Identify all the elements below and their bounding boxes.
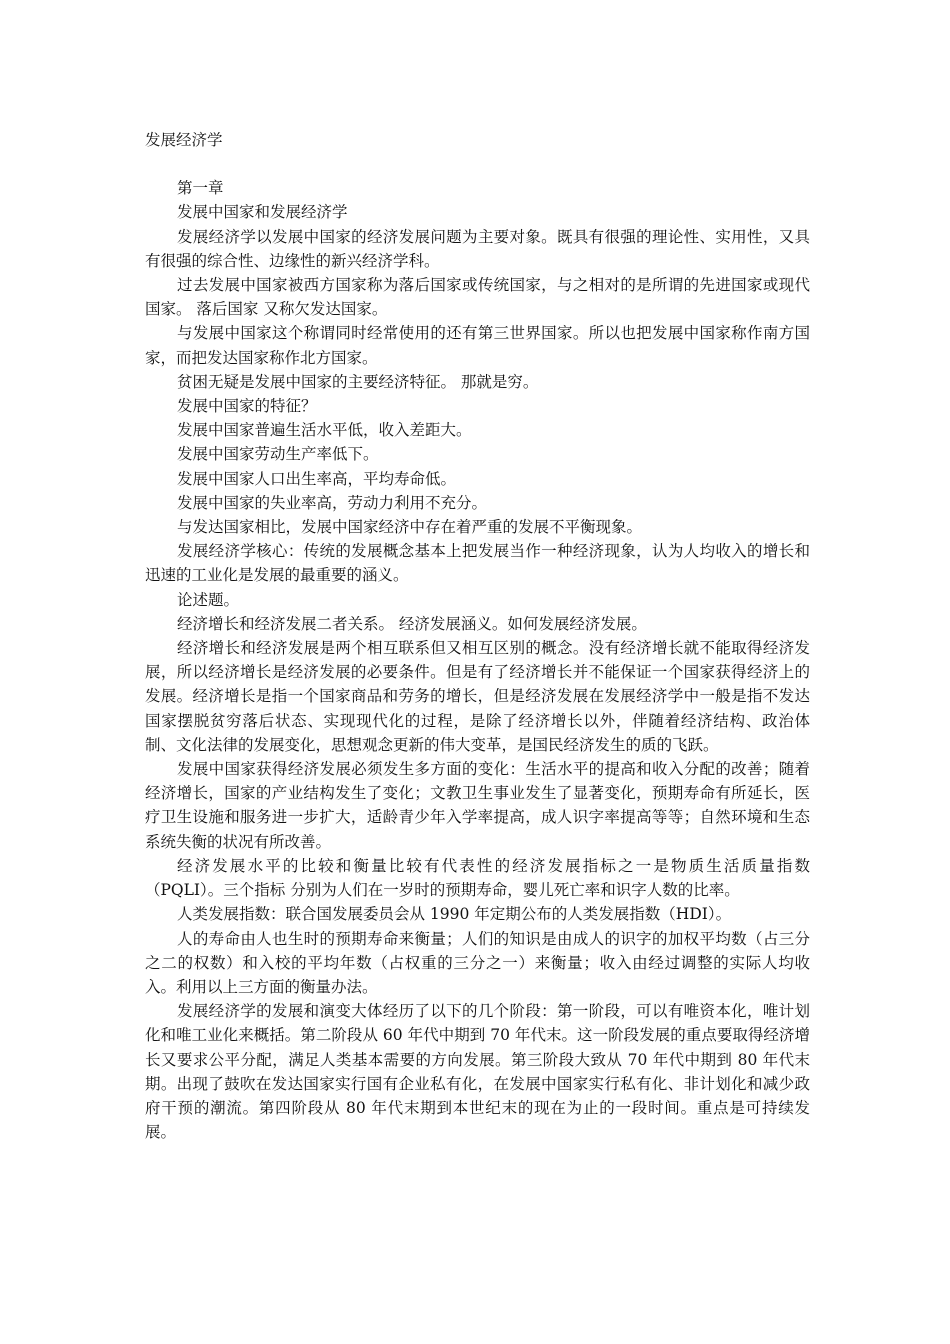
paragraph: 发展经济学核心：传统的发展概念基本上把发展当作一种经济现象，认为人均收入的增长和迅速的工业化是发展的最重要的涵义。 [145,542,810,585]
chapter-title: 发展中国家和发展经济学 [177,203,348,222]
paragraph: 论述题。 [177,590,240,609]
paragraph: 发展中国家劳动生产率低下。 [177,445,379,464]
paragraph: 人的寿命由人也生时的预期寿命来衡量；人们的知识是由成人的识字的加权平均数（占三分之二的权数）和入校的平均年数（占权重的三分之一）来衡量；收入由经过调整的实际人均收入。利用以上三方面的衡量办法。 [145,929,810,996]
paragraph: 发展中国家的失业率高，劳动力利用不充分。 [177,493,488,512]
paragraph: 发展经济学的发展和演变大体经历了以下的几个阶段：第一阶段，可以有唯资本化，唯计划化和唯工业化来概括。第二阶段从 60 年代中期到 70 年代末。这一阶段发展的重点要取得经济增长又要求公平分配，满足人类基本需要的方向发展。第三阶段大致从 70 年代中期到 80 年代末期。出现了鼓吹在发达国家实行国有企业私有化，在发展中国家实行私有化、非计划化和减少政府干预的潮流。第四阶段从 80 年代末期到本世纪末的现在为止的一段时间。重点是可持续发展。 [145,1002,810,1142]
paragraph: 发展中国家人口出生率高，平均寿命低。 [177,469,457,488]
paragraph: 经济发展水平的比较和衡量比较有代表性的经济发展指标之一是物质生活质量指数（PQLI）。三个指标 分别为人们在一岁时的预期寿命，婴儿死亡率和识字人数的比率。 [145,856,810,900]
paragraph: 人类发展指数：联合国发展委员会从 1990 年定期公布的人类发展指数（HDI）。 [177,905,732,924]
document-body [145,128,810,1144]
paragraph: 贫困无疑是发展中国家的主要经济特征。 那就是穷。 [177,372,539,391]
paragraph: 与发展中国家这个称谓同时经常使用的还有第三世界国家。所以也把发展中国家称作南方国家，而把发达国家称作北方国家。 [145,324,810,367]
paragraph: 过去发展中国家被西方国家称为落后国家或传统国家，与之相对的是所谓的先进国家或现代国家。 落后国家 又称欠发达国家。 [145,276,810,319]
paragraph: 发展中国家普遍生活水平低，收入差距大。 [177,421,472,440]
chapter-number: 第一章 [177,179,224,198]
paragraph: 发展经济学以发展中国家的经济发展问题为主要对象。既具有很强的理论性、实用性，又具有很强的综合性、边缘性的新兴经济学科。 [145,227,810,270]
paragraph: 发展中国家获得经济发展必须发生多方面的变化：生活水平的提高和收入分配的改善；随着经济增长，国家的产业结构发生了变化；文教卫生事业发生了显著变化，预期寿命有所延长，医疗卫生设施和服务进一步扩大，适龄青少年入学率提高，成人识字率提高等等；自然环境和生态系统失衡的状况有所改善。 [145,760,810,851]
paragraph: 发展中国家的特征？ [177,397,317,416]
paragraph: 经济增长和经济发展是两个相互联系但又相互区别的概念。没有经济增长就不能取得经济发展，所以经济增长是经济发展的必要条件。但是有了经济增长并不能保证一个国家获得经济上的发展。经济增长是指一个国家商品和劳务的增长，但是经济发展在发展经济学中一般是指不发达国家摆脱贫穷落后状态、实现现代化的过程，是除了经济增长以外，伴随着经济结构、政治体制、文化法律的发展变化，思想观念更新的伟大变革，是国民经济发生的质的飞跃。 [145,639,810,754]
paragraph: 经济增长和经济发展二者关系。 经济发展涵义。如何发展经济发展。 [177,614,647,633]
paragraph: 与发达国家相比，发展中国家经济中存在着严重的发展不平衡现象。 [177,518,643,537]
document-title: 发展经济学 [145,131,223,149]
